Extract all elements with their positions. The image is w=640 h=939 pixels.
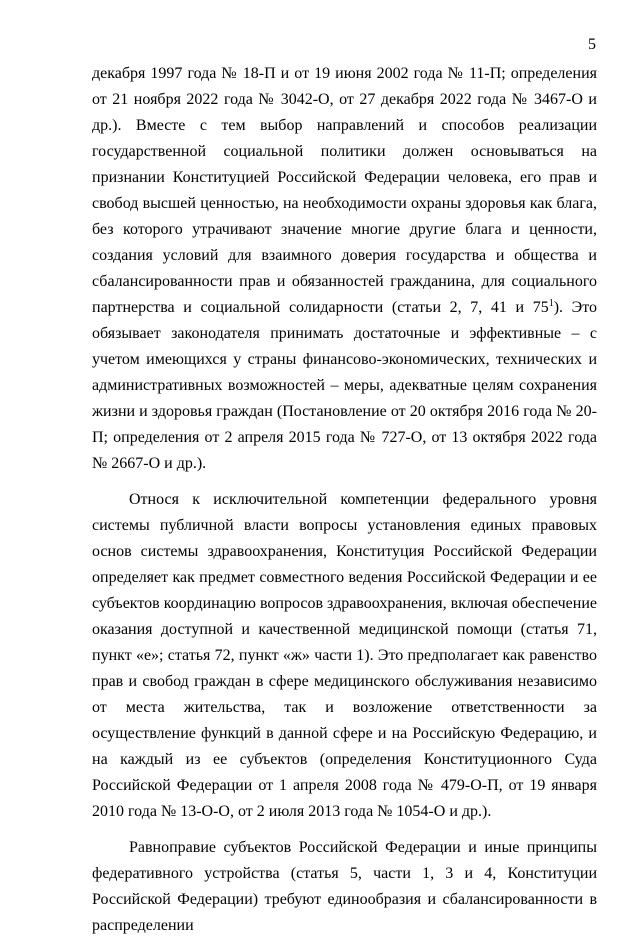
paragraph-1-text: декабря 1997 года № 18-П и от 19 июня 2002 года № 11-П; определения от 21 ноября 2022 года № 3042-О, от 27 декабря 2022 года № 3467-О и др.). Вместе с тем выбор направлений и способов реализации государственной социальной политики должен основываться на признании Конституцией Российской Федерации человека, его прав и свобод высшей ценностью, на необходимости охраны здоровья как блага, без которого утрачивают значение многие другие блага и ценности, создания условий для взаимного доверия государства и общества и сбалансированности прав и обязанностей гражданина, для социального партнерства и социальной солидарности (статьи 2, 7, 41 и 75 [92, 65, 597, 316]
page-number: 5 [588, 36, 596, 53]
document-body [92, 61, 597, 939]
paragraph-1-text-continued: ). Это обязывает законодателя принимать достаточные и эффективные – с учетом имеющихся у страны финансово-экономических, технических и административных возможностей – меры, адекватные целям сохранения жизни и здоровья граждан (Постановление от 20 октября 2016 года № 20-П; определения от 2 апреля 2015 года № 727-О, от 13 октября 2022 года № 2667-О и др.). [92, 299, 597, 472]
paragraph-1 [92, 61, 597, 477]
paragraph-2: Относя к исключительной компетенции федерального уровня системы публичной власти вопросы установления единых правовых основ системы здравоохранения, Конституция Российской Федерации определяет как предмет совместного ведения Российской Федерации и ее субъектов координацию вопросов здравоохранения, включая обеспечение оказания доступной и качественной медицинской помощи (статья 71, пункт «е»; статья 72, пункт «ж» части 1). Это предполагает как равенство прав и свобод граждан в сфере медицинского обслуживания независимо от места жительства, так и возложение ответственности за осуществление функций в данной сфере и на Российскую Федерацию, и на каждый из ее субъектов (определения Конституционного Суда Российской Федерации от 1 апреля 2008 года № 479-О-П, от 19 января 2010 года № 13-О-О, от 2 июля 2013 года № 1054-О и др.). [92, 491, 597, 820]
paragraph-3: Равноправие субъектов Российской Федерации и иные принципы федеративного устройства (статья 5, части 1, 3 и 4, Конституции Российской Федерации) требуют единообразия и сбалансированности в распределении [92, 839, 597, 934]
superscript-marker: 1 [548, 298, 554, 309]
